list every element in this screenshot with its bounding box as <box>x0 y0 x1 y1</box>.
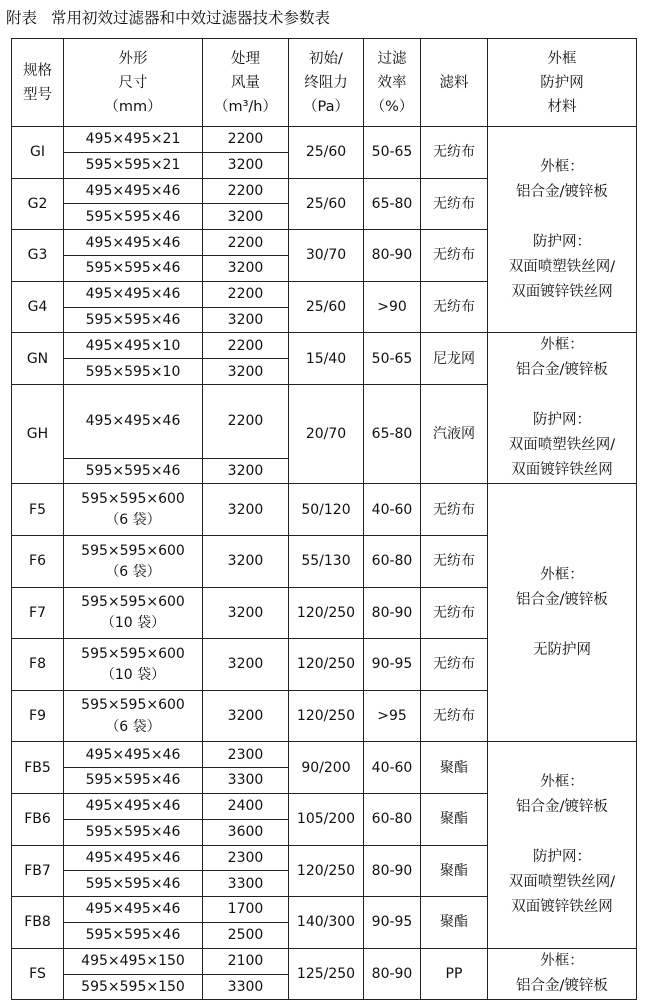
model-cell: F8 <box>12 639 64 691</box>
media-cell: 无纺布 <box>421 281 488 333</box>
frame-line: 外框： <box>540 953 584 970</box>
media-cell: 汽液网 <box>421 384 488 483</box>
media-cell: 聚酯 <box>421 897 488 949</box>
airflow-cell: 2200 <box>203 178 289 204</box>
size-cell: 495×495×150 <box>64 948 203 974</box>
table-row <box>12 948 637 974</box>
model-cell: GI <box>12 127 64 179</box>
media-cell: PP <box>421 948 488 1000</box>
size-cell <box>64 587 203 639</box>
frame-material-cell <box>488 127 637 333</box>
table-row <box>12 742 637 768</box>
efficiency-cell: 40-60 <box>364 742 421 794</box>
title-text: 常用初效过滤器和中效过滤器技术参数表 <box>51 9 331 27</box>
size-cell: 495×495×46 <box>64 384 203 458</box>
frame-line: 外框： <box>540 774 584 791</box>
size-cell <box>64 639 203 691</box>
resistance-cell: 55/130 <box>289 535 364 587</box>
frame-line: 铝合金/镀锌板 <box>516 591 608 608</box>
efficiency-cell: 65-80 <box>364 178 421 230</box>
model-cell: G3 <box>12 230 64 282</box>
airflow-cell: 3200 <box>203 639 289 691</box>
size-cell: 595×595×46 <box>64 819 203 845</box>
frame-line: 双面镀锌铁丝网 <box>511 899 613 916</box>
resistance-cell: 25/60 <box>289 178 364 230</box>
size-cell: 495×495×10 <box>64 333 203 359</box>
size-bags: （10 袋） <box>100 666 166 683</box>
model-cell: FB8 <box>12 897 64 949</box>
header-airflow: 处理 风量 （m³/h） <box>203 39 289 127</box>
header-model: 规格 型号 <box>12 39 64 127</box>
resistance-cell: 120/250 <box>289 690 364 742</box>
frame-line: 防护网： <box>533 849 591 866</box>
frame-gap <box>488 205 636 230</box>
size-cell <box>64 484 203 536</box>
size-dims: 595×595×600 <box>81 594 185 611</box>
model-cell: G4 <box>12 281 64 333</box>
media-cell: 无纺布 <box>421 639 488 691</box>
efficiency-cell: 40-60 <box>364 484 421 536</box>
model-cell: F6 <box>12 535 64 587</box>
size-cell <box>64 690 203 742</box>
resistance-cell: 105/200 <box>289 793 364 845</box>
size-dims: 595×595×600 <box>81 645 185 662</box>
frame-line: 双面镀锌铁丝网 <box>511 462 613 479</box>
efficiency-cell: 80-90 <box>364 845 421 897</box>
size-dims: 595×595×600 <box>81 491 185 508</box>
efficiency-cell: >90 <box>364 281 421 333</box>
airflow-cell: 2300 <box>203 742 289 768</box>
efficiency-cell: 65-80 <box>364 384 421 483</box>
table-row <box>12 127 637 153</box>
size-cell <box>64 535 203 587</box>
model-cell: GN <box>12 333 64 385</box>
model-cell: G2 <box>12 178 64 230</box>
frame-line: 铝合金/镀锌板 <box>516 362 608 379</box>
airflow-cell: 3200 <box>203 255 289 281</box>
spec-table <box>11 38 637 1000</box>
airflow-cell: 2400 <box>203 793 289 819</box>
size-cell: 495×495×46 <box>64 281 203 307</box>
media-cell: 尼龙网 <box>421 333 488 385</box>
size-cell: 495×495×46 <box>64 897 203 923</box>
frame-line: 防护网： <box>533 233 591 250</box>
size-bags: （10 袋） <box>100 615 166 632</box>
media-cell: 聚酯 <box>421 742 488 794</box>
efficiency-cell: 50-65 <box>364 127 421 179</box>
media-cell: 无纺布 <box>421 587 488 639</box>
frame-line: 外框： <box>540 158 584 175</box>
frame-line: 铝合金/镀锌板 <box>516 978 608 995</box>
frame-line: 双面镀锌铁丝网 <box>511 283 613 300</box>
table-body <box>12 127 637 1000</box>
size-dims: 595×595×600 <box>81 697 185 714</box>
frame-line: 双面喷塑铁丝网/ <box>508 437 616 454</box>
media-cell: 无纺布 <box>421 535 488 587</box>
airflow-cell: 3200 <box>203 204 289 230</box>
airflow-cell: 3200 <box>203 690 289 742</box>
airflow-cell: 3200 <box>203 152 289 178</box>
model-cell: FB7 <box>12 845 64 897</box>
resistance-cell: 20/70 <box>289 384 364 483</box>
frame-line: 双面喷塑铁丝网/ <box>508 874 616 891</box>
efficiency-cell: 90-95 <box>364 897 421 949</box>
page-title <box>6 6 330 28</box>
resistance-cell: 25/60 <box>289 127 364 179</box>
size-cell: 595×595×46 <box>64 255 203 281</box>
header-size: 外形 尺寸 （mm） <box>64 39 203 127</box>
frame-line: 铝合金/镀锌板 <box>516 183 608 200</box>
resistance-cell: 15/40 <box>289 333 364 385</box>
size-cell: 595×595×21 <box>64 152 203 178</box>
resistance-cell: 120/250 <box>289 587 364 639</box>
efficiency-cell: 90-95 <box>364 639 421 691</box>
resistance-cell: 30/70 <box>289 230 364 282</box>
frame-material-cell <box>488 742 637 948</box>
airflow-cell: 3200 <box>203 587 289 639</box>
media-cell: 聚酯 <box>421 845 488 897</box>
size-cell: 595×595×46 <box>64 204 203 230</box>
media-cell: 无纺布 <box>421 230 488 282</box>
header-media: 滤料 <box>421 39 488 127</box>
model-cell: F7 <box>12 587 64 639</box>
frame-line: 外框： <box>540 566 584 583</box>
airflow-cell: 2200 <box>203 333 289 359</box>
size-cell: 495×495×46 <box>64 230 203 256</box>
size-cell: 595×595×10 <box>64 359 203 385</box>
resistance-cell: 25/60 <box>289 281 364 333</box>
size-cell: 495×495×21 <box>64 127 203 153</box>
size-cell: 495×495×46 <box>64 178 203 204</box>
airflow-cell: 1700 <box>203 897 289 923</box>
airflow-cell: 3300 <box>203 974 289 1000</box>
model-cell: F5 <box>12 484 64 536</box>
size-bags: （6 袋） <box>105 718 161 735</box>
media-cell: 无纺布 <box>421 484 488 536</box>
frame-line: 防护网： <box>533 412 591 429</box>
size-cell: 595×595×46 <box>64 458 203 484</box>
model-cell: FS <box>12 948 64 1000</box>
header-frame: 外框 防护网 材料 <box>488 39 637 127</box>
size-cell: 495×495×46 <box>64 742 203 768</box>
frame-line: 铝合金/镀锌板 <box>516 799 608 816</box>
table-row <box>12 484 637 510</box>
frame-material-cell <box>488 484 637 742</box>
media-cell: 无纺布 <box>421 690 488 742</box>
size-cell: 595×595×46 <box>64 307 203 333</box>
frame-gap <box>488 820 636 845</box>
efficiency-cell: >95 <box>364 690 421 742</box>
frame-gap <box>488 613 636 638</box>
table-row <box>12 333 637 359</box>
model-cell: GH <box>12 384 64 483</box>
frame-material-cell <box>488 333 637 484</box>
header-row <box>12 39 637 127</box>
frame-line: 外框： <box>540 337 584 354</box>
model-cell: FB6 <box>12 793 64 845</box>
size-cell: 595×595×46 <box>64 871 203 897</box>
efficiency-cell: 80-90 <box>364 948 421 1000</box>
airflow-cell: 2100 <box>203 948 289 974</box>
resistance-cell: 120/250 <box>289 639 364 691</box>
airflow-cell: 3300 <box>203 871 289 897</box>
efficiency-cell: 50-65 <box>364 333 421 385</box>
size-bags: （6 袋） <box>105 563 161 580</box>
airflow-cell: 3300 <box>203 768 289 794</box>
size-cell: 595×595×46 <box>64 922 203 948</box>
efficiency-cell: 80-90 <box>364 230 421 282</box>
airflow-cell: 3200 <box>203 484 289 536</box>
frame-material-cell <box>488 948 637 1000</box>
model-cell: FB5 <box>12 742 64 794</box>
media-cell: 聚酯 <box>421 793 488 845</box>
size-bags: （6 袋） <box>105 512 161 529</box>
size-cell: 495×495×46 <box>64 845 203 871</box>
frame-line: 双面喷塑铁丝网/ <box>508 258 616 275</box>
resistance-cell: 140/300 <box>289 897 364 949</box>
resistance-cell: 50/120 <box>289 484 364 536</box>
efficiency-cell: 60-80 <box>364 535 421 587</box>
media-cell: 无纺布 <box>421 178 488 230</box>
resistance-cell: 90/200 <box>289 742 364 794</box>
efficiency-cell: 60-80 <box>364 793 421 845</box>
frame-line: 无防护网 <box>533 641 591 658</box>
airflow-cell: 3600 <box>203 819 289 845</box>
airflow-cell: 3200 <box>203 359 289 385</box>
airflow-cell: 3200 <box>203 307 289 333</box>
size-cell: 595×595×46 <box>64 768 203 794</box>
airflow-cell: 2300 <box>203 845 289 871</box>
airflow-cell: 2200 <box>203 127 289 153</box>
size-dims: 595×595×600 <box>81 542 185 559</box>
airflow-cell: 3200 <box>203 458 289 484</box>
size-cell: 595×595×150 <box>64 974 203 1000</box>
resistance-cell: 125/250 <box>289 948 364 1000</box>
airflow-cell: 2200 <box>203 384 289 458</box>
media-cell: 无纺布 <box>421 127 488 179</box>
frame-gap <box>488 383 636 408</box>
title-prefix: 附表 <box>6 9 38 27</box>
airflow-cell: 2200 <box>203 230 289 256</box>
model-cell: F9 <box>12 690 64 742</box>
airflow-cell: 3200 <box>203 535 289 587</box>
resistance-cell: 120/250 <box>289 845 364 897</box>
airflow-cell: 2200 <box>203 281 289 307</box>
header-efficiency: 过滤 效率 （%） <box>364 39 421 127</box>
airflow-cell: 2500 <box>203 922 289 948</box>
header-resistance: 初始/ 终阻力 （Pa） <box>289 39 364 127</box>
efficiency-cell: 80-90 <box>364 587 421 639</box>
size-cell: 495×495×46 <box>64 793 203 819</box>
